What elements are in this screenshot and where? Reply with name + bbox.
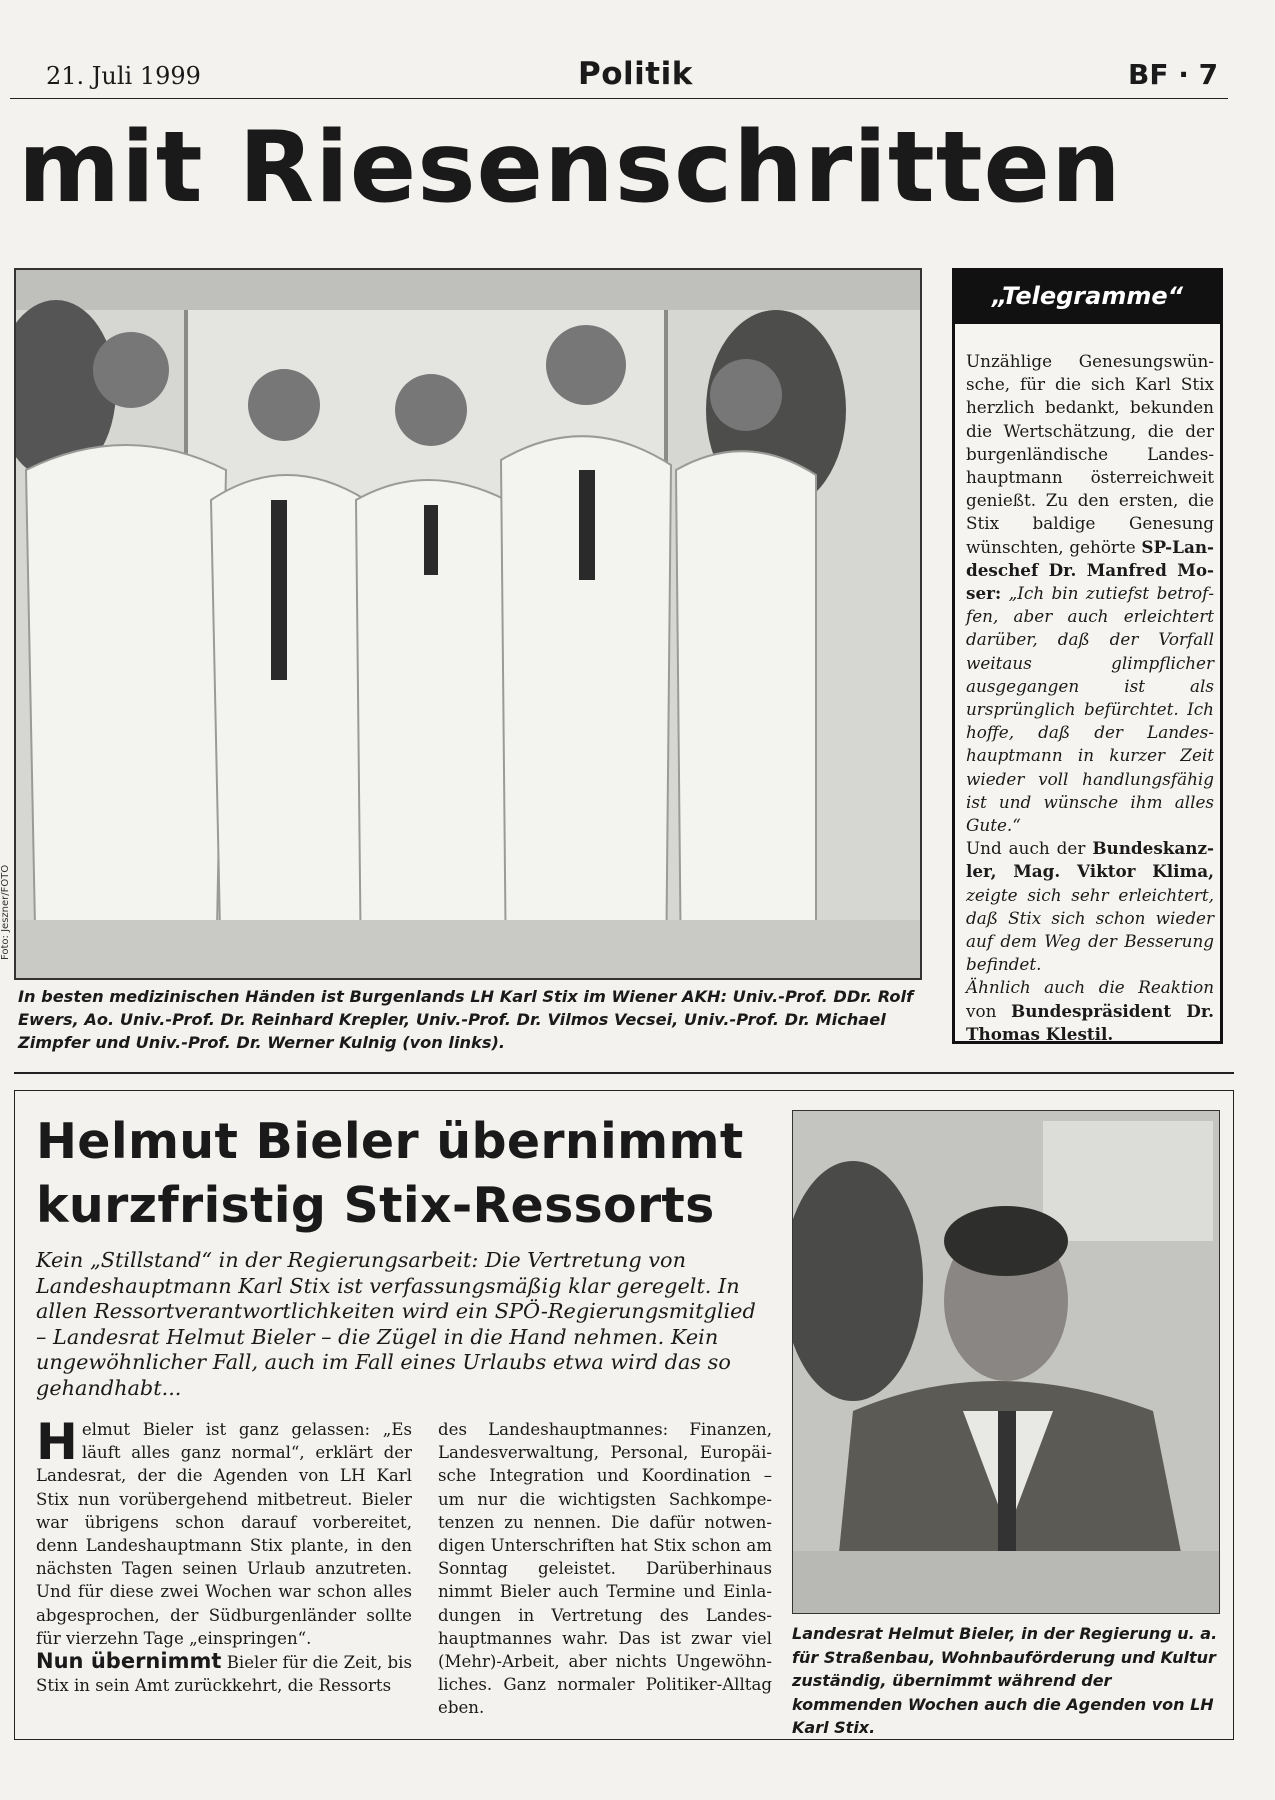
telegramme-title: „Telegramme“ [952, 268, 1223, 324]
drop-cap: H [36, 1413, 78, 1471]
telegramme-p3-intro: Ähnlich auch die Reaktion [966, 977, 1214, 998]
section-title: Politik [578, 56, 693, 92]
article-headline: Helmut Bieler übernimmt kurzfristig Stix-Ressorts [36, 1113, 744, 1234]
telegramme-quote-moser: „Ich bin zutiefst betroffen, aber auch erleichtert darüber, daß der Vorfall weitaus glimpflicher ausgegangen ist als ursprünglich befürchtet. Ich hoffe, daß der Landeshauptmann in kurzer Zeit wieder voll handlungsfähig ist und wünsche ihm alles Gute.“ [966, 583, 1214, 836]
header-rule [10, 98, 1228, 99]
telegramme-p3: von [966, 1000, 1012, 1021]
column-1-paragraph-1: elmut Bieler ist ganz gelassen: „Es läuft alles ganz normal“, erklärt der Landesrat, der die Agenden von LH Karl Stix nun vorübergehend mitbetreut. Bieler war übrigens schon darauf vorbereitet, denn Landeshauptmann Stix plante, in den nächsten Tagen seinen Urlaub anzutreten. Und für diese zwei Wochen war schon alles abgesprochen, der Südburgenländer sollte für vierzehn Tage „einspringen“. [36, 1420, 412, 1648]
telegramme-name-klima: Bundeskanzler, Mag. Viktor Klima, [966, 838, 1214, 882]
portrait-caption: Landesrat Helmut Bieler, in der Regierung u. a. für Straßenbau, Wohnbauförderung und Kultur zuständig, übernimmt während der kommenden Wochen auch die Agenden von LH Karl Stix. [792, 1624, 1218, 1737]
photo-caption: In besten medizinischen Händen ist Burgenlands LH Karl Stix im Wiener AKH: Univ.-Prof. DDr. Rolf Ewers, Ao. Univ.-Prof. Dr. Reinhard Krepler, Univ.-Prof. Dr. Vilmos Vecsei, Univ.-Prof. Dr. Michael Zimpfer und Univ.-Prof. Dr. Werner Kulnig (von links). [18, 987, 914, 1052]
section-divider [14, 1072, 1234, 1074]
telegramme-quote-klima: zeigte sich sehr erleichtert, daß Stix sich schon wieder auf dem Weg der Besserung befindet. [966, 884, 1214, 975]
article-column-1 [36, 1413, 412, 1697]
top-headline: mit Riesenschritten [18, 111, 1122, 225]
article-column-2: des Landeshauptmannes: Finanzen, Landesverwaltung, Personal, Europäische Integration und Koordination – um nur die wichtigsten Sachkompetenzen zu nennen. Die dafür notwendigen Unterschriften hat Stix schon am Sonntag geleistet. Darüberhinaus nimmt Bieler auch Termine und Einladungen in Vertretung des Landeshauptmannes wahr. Das ist zwar viel (Mehr)-Arbeit, aber nichts Ungewöhnliches. Ganz normaler Politiker-Alltag eben. [438, 1420, 772, 1718]
page-number: BF · 7 [1128, 58, 1219, 91]
photo-credit: Foto: Jeszner/FOTO [0, 864, 11, 960]
telegramme-text [966, 350, 1214, 1046]
article-lead: Kein „Stillstand“ in der Regierungsarbeit: Die Vertretung von Landeshauptmann Karl Stix ist verfassungsmäßig klar geregelt. In allen Ressortverantwortlichkeiten wird ein SPÖ-Regierungsmitglied – Landesrat Helmut Bieler – die Zügel in die Hand nehmen. Kein ungewöhnlicher Fall, auch im Fall eines Urlaubs etwa wird das so gehandhabt... [36, 1248, 756, 1400]
telegramme-p1: Unzählige Genesungswünsche, für die sich Karl Stix herzlich bedankt, bekunden die Wertschätzung, die der burgenländische Landeshauptmann österreichweit genießt. Zu den ersten, die Stix baldige Genesung wünschten, gehörte [966, 351, 1214, 557]
telegramme-name-klestil: Bundespräsident Dr. Thomas Klestil. [966, 1000, 1214, 1044]
bieler-portrait-photo [792, 1110, 1220, 1614]
column-1-paragraph-2: Bieler für die Zeit, bis Stix in sein Amt zurückkehrt, die Ressorts [36, 1653, 412, 1696]
issue-date: 21. Juli 1999 [46, 62, 201, 90]
telegramme-name-moser: SP-Landeschef Dr. Manfred Moser: [966, 536, 1214, 604]
doctors-group-photo [14, 268, 922, 980]
telegramme-p2: Und auch der [966, 838, 1093, 859]
run-in-heading: Nun übernimmt [36, 1649, 222, 1674]
